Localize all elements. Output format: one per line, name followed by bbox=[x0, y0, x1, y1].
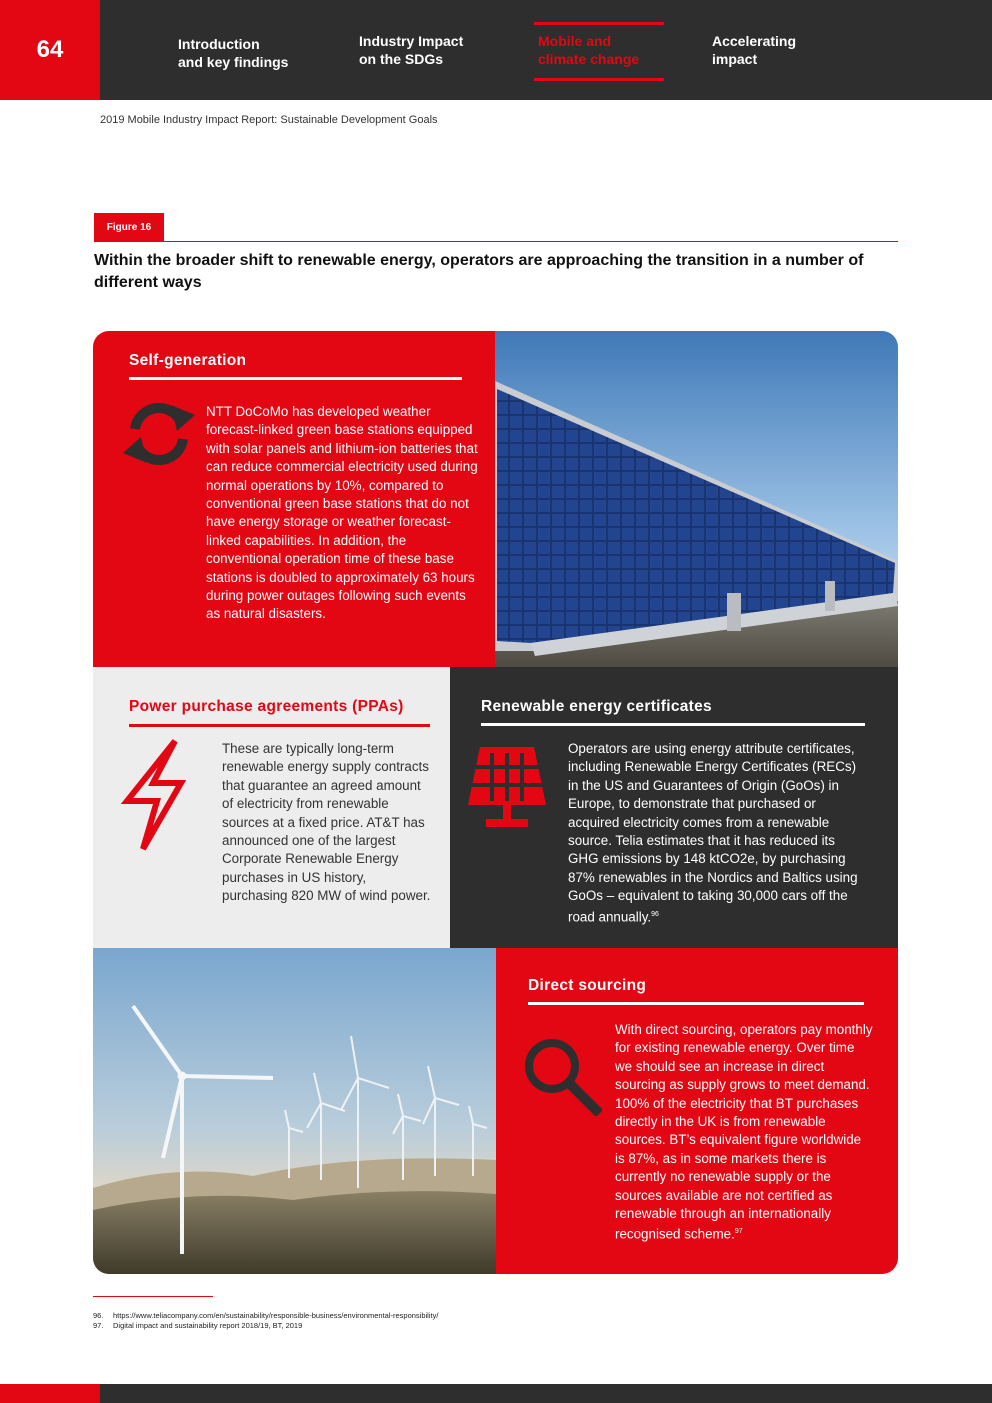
direct-sourcing-text bbox=[615, 1021, 873, 1244]
nav-mobile-climate[interactable]: Mobile and climate change bbox=[538, 33, 640, 67]
direct-sourcing-section bbox=[496, 948, 898, 1274]
footer-accent bbox=[0, 1384, 100, 1403]
footer-bar bbox=[0, 1384, 992, 1403]
self-generation-title: Self-generation bbox=[129, 352, 247, 369]
footnote-96 bbox=[93, 1311, 438, 1320]
nav-accelerating-impact[interactable]: Accelerating impact bbox=[712, 33, 797, 67]
direct-sourcing-title: Direct sourcing bbox=[528, 977, 647, 994]
solar-panels-photo bbox=[495, 331, 898, 667]
figure-tag: Figure 16 bbox=[94, 213, 164, 242]
ppa-text: These are typically long-term renewable energy supply contracts that guarantee an agreed amount of electricity from renewable sources at a fixed price. AT&T has announced one of the largest Corporate Renewable Energy purchases in US history, purchasing 820 MW of wind power. bbox=[222, 741, 431, 904]
rec-title: Renewable energy certificates bbox=[481, 698, 712, 715]
footnote-97 bbox=[93, 1321, 302, 1330]
ppa-title: Power purchase agreements (PPAs) bbox=[129, 698, 404, 715]
header-bar bbox=[0, 0, 992, 100]
direct-footnote-ref: 97 bbox=[734, 1228, 743, 1236]
rec-rule bbox=[481, 723, 865, 726]
report-title: 2019 Mobile Industry Impact Report: Sustainable Development Goals bbox=[100, 114, 438, 126]
direct-sourcing-text-body: With direct sourcing, operators pay monthly for existing renewable energy. Over time we should see an increase in direct sourcing as supply grows to meet demand. 100% of the electricity that BT purchases directly in the UK is from renewable sources. BT’s equivalent figure worldwide is 87%, as in some markets there is currently no renewable supply or the sources available are not certified as renewable through an internationally recognised scheme. bbox=[615, 1022, 873, 1242]
rec-text-body: Operators are using energy attribute certificates, including Renewable Energy Certificates (RECs) in the US and Guarantees of Origin (GoOs) in Europe, to demonstrate that purchased or acquired electricity comes from a renewable source. Telia estimates that it has reduced its GHG emissions by 148 ktCO2e, by purchasing 87% renewables in the Nordics and Baltics using GoOs – equivalent to taking 30,000 cars off the road annually. bbox=[568, 741, 858, 925]
direct-sourcing-rule bbox=[528, 1002, 864, 1005]
magnifier-icon bbox=[522, 1036, 602, 1116]
footnote-number: 97. bbox=[93, 1321, 104, 1330]
rec-section bbox=[450, 667, 898, 948]
footnote-link[interactable]: https://www.teliacompany.com/en/sustainability/responsible-business/environmental-responsibility/ bbox=[113, 1311, 439, 1320]
footnote-divider bbox=[93, 1296, 213, 1297]
footnote-number: 96. bbox=[93, 1311, 104, 1320]
lightning-bolt-icon bbox=[117, 739, 187, 851]
ppa-rule bbox=[129, 724, 430, 727]
self-generation-text: NTT DoCoMo has developed weather forecast-linked green base stations equipped with solar panels and lithium-ion batteries that can reduce commercial electricity used during normal operations by 10%, compared to conventional green base stations that do not have energy storage or weather forecast-linked capabilities. In addition, the conventional operation time of these base stations is doubled to approximately 63 hours during power outages following such events as natural disasters. bbox=[206, 404, 478, 622]
solar-panel-icon bbox=[466, 745, 548, 831]
figure-panel bbox=[93, 331, 898, 1274]
nav-industry-impact[interactable]: Industry Impact on the SDGs bbox=[359, 33, 464, 67]
ppa-section bbox=[93, 667, 450, 948]
nav-introduction[interactable]: Introduction and key findings bbox=[178, 36, 289, 70]
self-generation-section bbox=[93, 331, 495, 667]
self-generation-rule bbox=[129, 377, 462, 380]
figure-divider bbox=[94, 241, 898, 242]
page-number: 64 bbox=[0, 0, 100, 100]
wind-turbines-photo bbox=[93, 948, 496, 1274]
rec-footnote-ref: 96 bbox=[651, 910, 659, 918]
rec-text bbox=[568, 740, 864, 927]
footnote-text: Digital impact and sustainability report 2018/19, BT, 2019 bbox=[113, 1321, 303, 1330]
figure-heading: Within the broader shift to renewable energy, operators are approaching the transition in a number of different ways bbox=[94, 252, 864, 291]
refresh-arrows-icon bbox=[121, 399, 197, 469]
